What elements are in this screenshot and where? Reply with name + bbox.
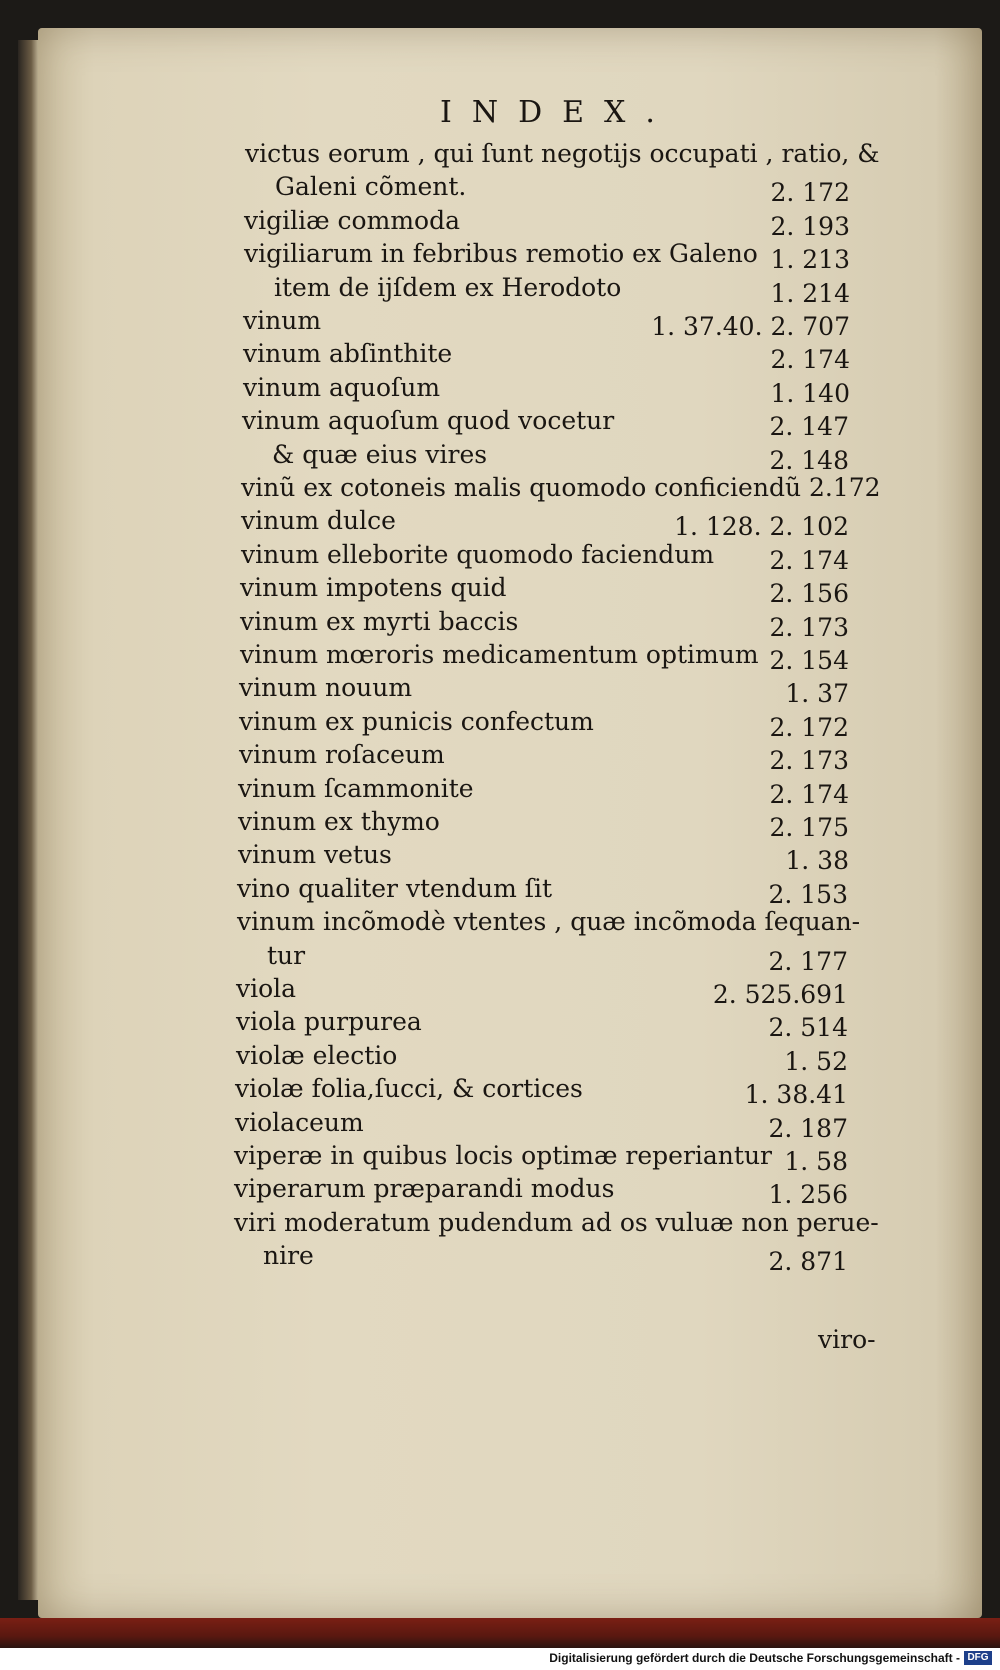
index-entry-text: vinum impotens quid xyxy=(240,573,507,602)
index-entry-text: item de ijſdem ex Herodoto xyxy=(274,273,622,302)
index-entry-text: nire xyxy=(263,1241,314,1270)
index-entry-text: vinum ex thymo xyxy=(238,807,440,836)
index-entry-text: vinum mœroris medicamentum optimum xyxy=(240,640,759,669)
index-entry-page-ref: 1. 256 xyxy=(768,1180,848,1209)
index-entry-page-ref: 2. 175 xyxy=(769,813,849,842)
index-entry-page-ref: 2. 174 xyxy=(769,546,849,575)
index-entry-page-ref: 2. 525.691 xyxy=(712,980,848,1009)
index-entry-page-ref: 2. 147 xyxy=(769,412,849,441)
index-entry-text: tur xyxy=(267,941,306,970)
index-entry-text: viola xyxy=(236,974,297,1003)
index-entry-page-ref: 2. 193 xyxy=(770,212,850,241)
index-entry-text: vigiliarum in febribus remotio ex Galeno xyxy=(244,239,758,268)
index-entry-page-ref: 2. 871 xyxy=(768,1247,848,1276)
index-entry-text: viola purpurea xyxy=(236,1007,422,1036)
index-entry-text: viperarum præparandi modus xyxy=(234,1174,615,1203)
index-entry-text: vinum aquoſum quod vocetur xyxy=(242,406,615,435)
page-header-title: INDEX. xyxy=(440,95,675,130)
index-entry-text: violaceum xyxy=(235,1108,364,1137)
index-entry-text: violæ electio xyxy=(236,1041,398,1070)
index-entry-page-ref: 1. 214 xyxy=(770,279,850,308)
index-entry-text: vinum nouum xyxy=(239,673,413,702)
footer-credit: Digitalisierung gefördert durch die Deutsche Forschungsgemeinschaft - xyxy=(549,1651,960,1665)
index-entry-text: vinũ ex cotoneis malis quomodo conficiendũ 2.172 xyxy=(241,473,881,502)
index-entry-page-ref: 1. 37.40. 2. 707 xyxy=(651,312,850,341)
index-entry-page-ref: 1. 38 xyxy=(785,846,849,875)
index-entry-text: vinum vetus xyxy=(238,840,392,869)
index-entry-text: vino qualiter vtendum ſit xyxy=(237,874,553,903)
index-entry-page-ref: 2. 154 xyxy=(769,646,849,675)
index-entry-page-ref: 2. 153 xyxy=(768,880,848,909)
index-entry-page-ref: 1. 58 xyxy=(784,1147,848,1176)
footer-bar xyxy=(0,1648,1000,1670)
index-entry-text: vinum xyxy=(243,306,322,335)
scan-bottom-band xyxy=(0,1618,1000,1648)
index-entry-page-ref: 1. 140 xyxy=(770,379,850,408)
index-entry-text: vinum elleborite quomodo faciendum xyxy=(241,540,715,569)
index-entry-page-ref: 2. 172 xyxy=(770,178,850,207)
index-entry-text: Galeni cõment. xyxy=(275,172,467,201)
index-entry-page-ref: 2. 173 xyxy=(769,746,849,775)
index-entry-page-ref: 1. 52 xyxy=(784,1047,848,1076)
index-entry-page-ref: 2. 177 xyxy=(768,947,848,976)
index-entry-text: vinum roſaceum xyxy=(239,740,445,769)
index-entry-text: vinum incõmodè vtentes , quæ incõmoda ſequan- xyxy=(237,907,861,936)
index-entry-page-ref: 2. 174 xyxy=(770,345,850,374)
index-entry-page-ref: 1. 128. 2. 102 xyxy=(674,512,849,541)
index-entry-page-ref: 2. 172 xyxy=(769,713,849,742)
index-entry-text: vinum aquoſum xyxy=(243,373,441,402)
index-entry-text: & quæ eius vires xyxy=(272,440,488,469)
index-entry-page-ref: 2. 173 xyxy=(769,613,849,642)
index-entry-page-ref: 2. 187 xyxy=(768,1114,848,1143)
index-entry-page-ref: 2. 514 xyxy=(768,1013,848,1042)
index-entry-page-ref: 1. 213 xyxy=(770,245,850,274)
dfg-logo-icon: DFG xyxy=(964,1651,992,1665)
index-entry-page-ref: 2. 148 xyxy=(769,446,849,475)
index-entry-text: vinum abſinthite xyxy=(243,339,453,368)
index-entry-text: vinum dulce xyxy=(241,506,396,535)
index-entry-page-ref: 2. 156 xyxy=(769,579,849,608)
catchword: viro- xyxy=(818,1325,876,1354)
index-entry-page-ref: 1. 37 xyxy=(785,679,849,708)
index-entry-text: vigiliæ commoda xyxy=(244,206,460,235)
index-entry-text: viri moderatum pudendum ad os vuluæ non perue- xyxy=(234,1208,879,1237)
index-entry-text: victus eorum , qui ſunt negotijs occupati , ratio, & xyxy=(245,139,880,168)
index-entry-page-ref: 1. 38.41 xyxy=(744,1080,848,1109)
index-entry-text: vinum ex punicis confectum xyxy=(239,707,594,736)
index-entry-text: vinum ex myrti baccis xyxy=(240,607,519,636)
index-entry-text: vinum ſcammonite xyxy=(238,774,474,803)
index-entry-page-ref: 2. 174 xyxy=(769,780,849,809)
index-entry-text: violæ folia,ſucci, & cortices xyxy=(235,1074,583,1103)
index-entry-text: viperæ in quibus locis optimæ reperiantur xyxy=(234,1141,773,1170)
